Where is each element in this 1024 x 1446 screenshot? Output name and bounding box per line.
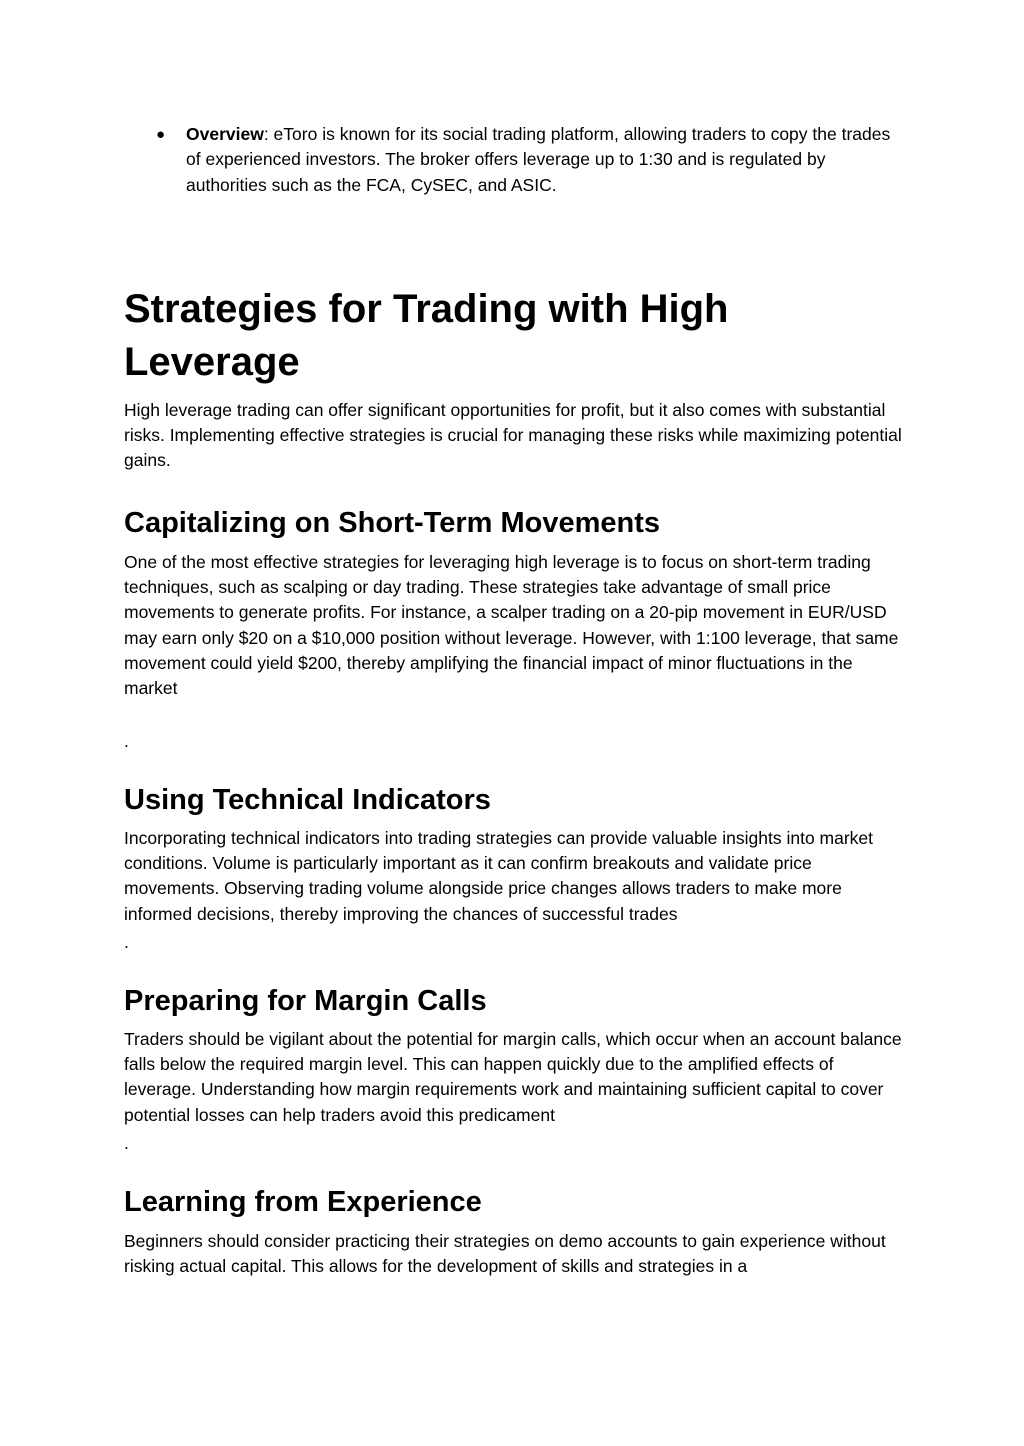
section-trailing-dot-margin-calls: . bbox=[124, 1133, 129, 1153]
overview-text: : eToro is known for its social trading platform, allowing traders to copy the trades of experienced investors. The broker offers leverage up to 1:30 and is regulated by authorities such as the FCA, CySEC, and ASIC. bbox=[186, 124, 891, 195]
bullet-dot-icon: ● bbox=[156, 126, 166, 143]
section-body-technical-indicators: Incorporating technical indicators into trading strategies can provide valuable insights into market conditions. Volume is particularly important as it can confirm breakouts and validate price movements. Observing trading volume alongside price changes allows traders to make more informed decisions, thereby improving the chances of successful trades bbox=[124, 828, 874, 924]
section-trailing-dot-short-term: . bbox=[124, 731, 129, 751]
section-body-learning-experience: Beginners should consider practicing their strategies on demo accounts to gain experience without risking actual capital. This allows for the development of skills and strategies in a bbox=[124, 1231, 886, 1277]
section-body-margin-calls: Traders should be vigilant about the potential for margin calls, which occur when an account balance falls below the required margin level. This can happen quickly due to the amplified effects of leverage. Understanding how margin requirements work and maintaining sufficient capital to cover potential losses can help traders avoid this predicament bbox=[124, 1029, 902, 1125]
section-heading-margin-calls: Preparing for Margin Calls bbox=[124, 985, 487, 1017]
overview-bullet-text bbox=[186, 122, 901, 198]
section-body-short-term: One of the most effective strategies for leveraging high leverage is to focus on short-term trading techniques, such as scalping or day trading. These strategies take advantage of small price movements to generate profits. For instance, a scalper trading on a 20-pip movement in EUR/USD may earn only $20 on a $10,000 position without leverage. However, with 1:100 leverage, that same movement could yield $200, thereby amplifying the financial impact of minor fluctuations in the market bbox=[124, 552, 899, 699]
intro-paragraph: High leverage trading can offer significant opportunities for profit, but it also comes with substantial risks. Implementing effective strategies is crucial for managing these risks while maximizing potential gains. bbox=[124, 400, 902, 471]
overview-label: Overview bbox=[186, 124, 264, 144]
section-heading-learning-experience: Learning from Experience bbox=[124, 1186, 482, 1218]
section-heading-technical-indicators: Using Technical Indicators bbox=[124, 784, 491, 816]
section-heading-short-term: Capitalizing on Short-Term Movements bbox=[124, 507, 661, 539]
main-heading: Strategies for Trading with High Leverage bbox=[124, 287, 729, 384]
section-trailing-dot-technical-indicators: . bbox=[124, 932, 129, 952]
